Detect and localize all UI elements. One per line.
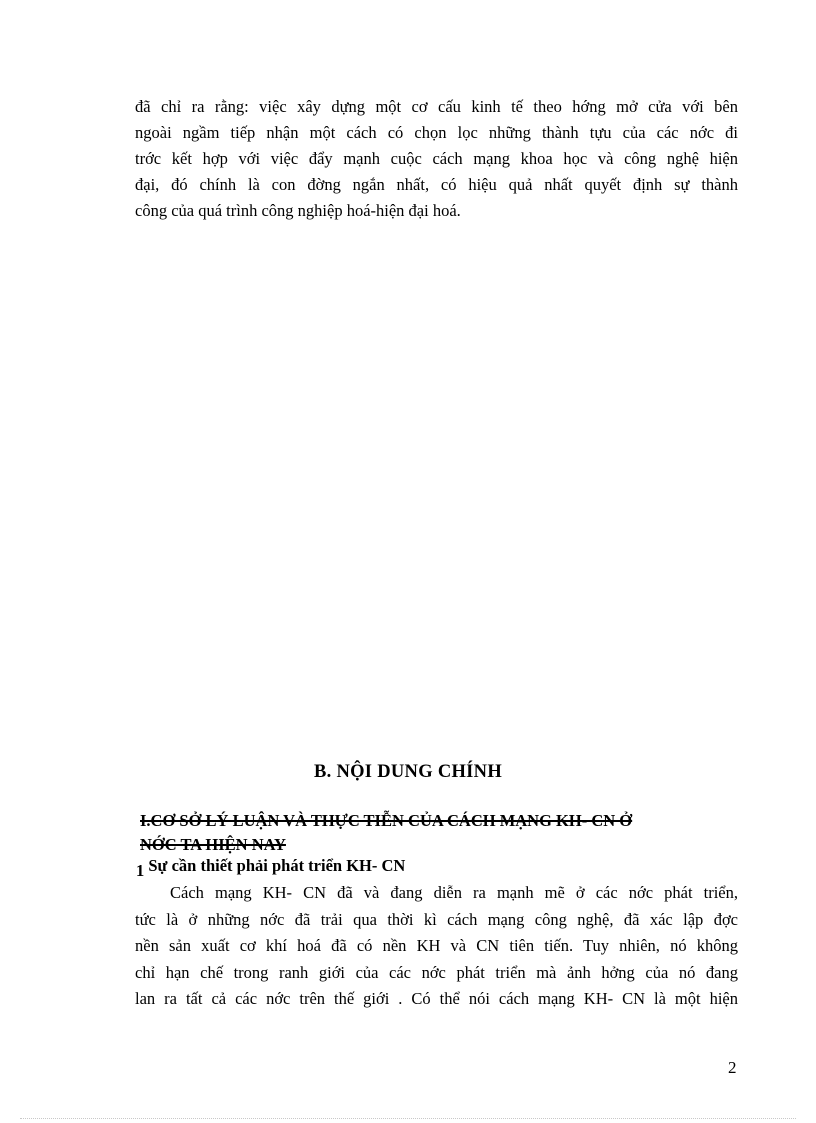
- footer-divider: [20, 1118, 796, 1119]
- paragraph-line: ngoài ngầm tiếp nhận một cách có chọn lọc những thành tựu của các nớc đi: [135, 123, 738, 142]
- chapter-heading-line: NỚC TA HIỆN NAY: [140, 835, 286, 854]
- intro-paragraph: [135, 94, 738, 224]
- paragraph-line: lan ra tất cả các nớc trên thế giới . Có thể nói cách mạng KH- CN là một hiện: [135, 989, 738, 1008]
- paragraph-line: trớc kết hợp với việc đẩy mạnh cuộc cách mạng khoa học và công nghệ hiện: [135, 149, 738, 168]
- chapter-heading-line: I.CƠ SỞ LÝ LUẬN VÀ THỰC TIỄN CỦA CÁCH MẠNG KH- CN Ở: [140, 811, 633, 830]
- paragraph-line: Cách mạng KH- CN đã và đang diễn ra mạnh mẽ ở các nớc phát triển,: [170, 883, 738, 902]
- paragraph-line: đại, đó chính là con đờng ngắn nhất, có hiệu quả nhất quyết định sự thành: [135, 175, 738, 194]
- paragraph-line: công của quá trình công nghiệp hoá-hiện đại hoá.: [135, 201, 461, 220]
- chapter-heading: [140, 809, 730, 857]
- section-title: B. NỘI DUNG CHÍNH: [313, 762, 503, 782]
- page-number: 2: [728, 1058, 737, 1077]
- subsection-number: 1: [136, 861, 145, 880]
- paragraph-line: tức là ở những nớc đã trải qua thời kì cách mạng công nghệ, đã xác lập đợc: [135, 909, 738, 929]
- paragraph-line: nền sản xuất cơ khí hoá đã có nền KH và CN tiên tiến. Tuy nhiên, nó không: [135, 936, 738, 955]
- body-paragraph: [135, 880, 738, 1013]
- subsection-title: Sự cần thiết phải phát triển KH- CN: [144, 856, 406, 875]
- subsection-heading: [136, 856, 406, 880]
- paragraph-line: chỉ hạn chế trong ranh giới của các nớc phát triển mà ảnh hởng của nó đang: [135, 962, 738, 982]
- paragraph-line: đã chỉ ra rằng: việc xây dựng một cơ cấu kinh tế theo hớng mở cửa với bên: [135, 97, 738, 116]
